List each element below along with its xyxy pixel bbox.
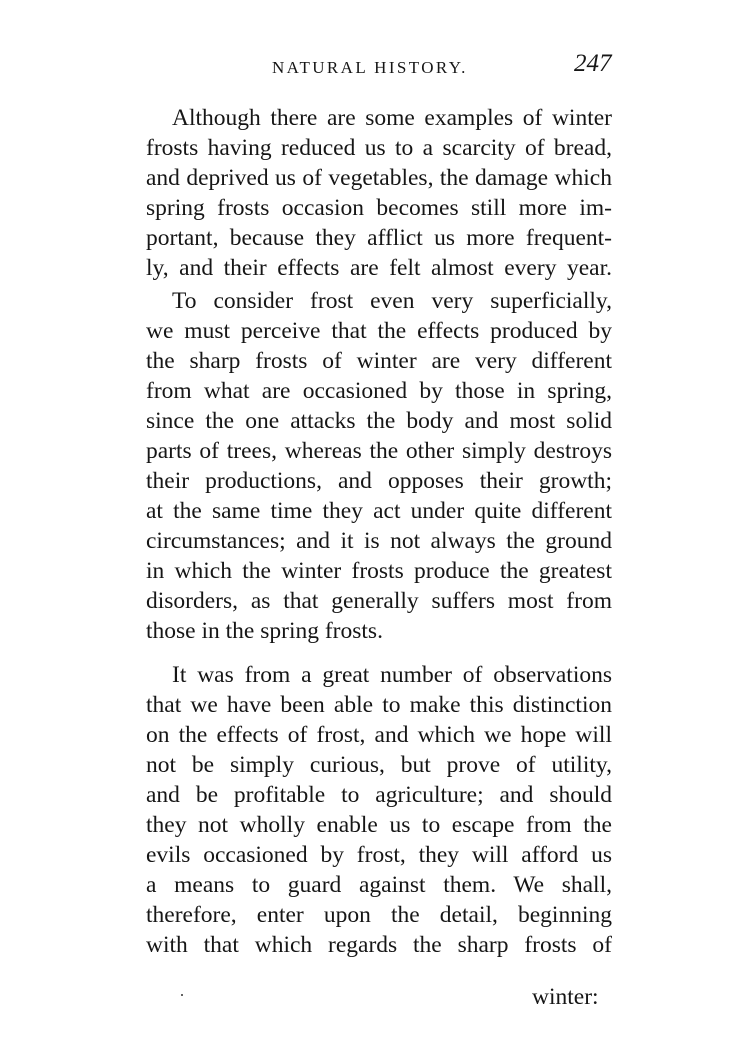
ink-speck (181, 994, 183, 996)
text-line: not be simply curious, but prove of utility, (146, 752, 612, 778)
text-line: therefore, enter upon the detail, beginning (146, 902, 612, 928)
text-line: To consider frost even very superficially, (172, 288, 612, 314)
text-line: It was from a great number of observations (172, 662, 612, 688)
text-line: spring frosts occasion becomes still more im- (146, 195, 612, 221)
text-line: ly, and their effects are felt almost every year. (146, 255, 612, 281)
text-line: their productions, and opposes their growth; (146, 468, 612, 494)
text-line: in which the winter frosts produce the greatest (146, 558, 612, 584)
text-line: circumstances; and it is not always the ground (146, 528, 612, 554)
text-line: disorders, as that generally suffers most from (146, 588, 612, 614)
text-line: and deprived us of vegetables, the damage which (146, 165, 612, 191)
text-line: parts of trees, whereas the other simply destroys (146, 438, 612, 464)
text-line: a means to guard against them. We shall, (146, 872, 612, 898)
text-line: and be profitable to agriculture; and should (146, 782, 612, 808)
text-line: the sharp frosts of winter are very different (146, 348, 612, 374)
text-line: Although there are some examples of winter (172, 105, 612, 131)
page-number: 247 (574, 50, 612, 77)
text-line: we must perceive that the effects produced by (146, 318, 612, 344)
text-line: at the same time they act under quite different (146, 498, 612, 524)
text-line: evils occasioned by frost, they will afford us (146, 842, 612, 868)
catchword: winter: (532, 984, 599, 1010)
text-line: since the one attacks the body and most solid (146, 408, 612, 434)
text-line: those in the spring frosts. (146, 618, 383, 644)
text-line: that we have been able to make this distinction (146, 692, 612, 718)
text-line: with that which regards the sharp frosts of (146, 932, 612, 958)
running-head: NATURAL HISTORY. (272, 58, 468, 77)
text-line: they not wholly enable us to escape from the (146, 812, 612, 838)
text-line: frosts having reduced us to a scarcity of bread, (146, 135, 612, 161)
text-line: portant, because they afflict us more frequent- (146, 225, 612, 251)
text-line: from what are occasioned by those in spring, (146, 378, 612, 404)
text-line: on the effects of frost, and which we hope will (146, 722, 612, 748)
